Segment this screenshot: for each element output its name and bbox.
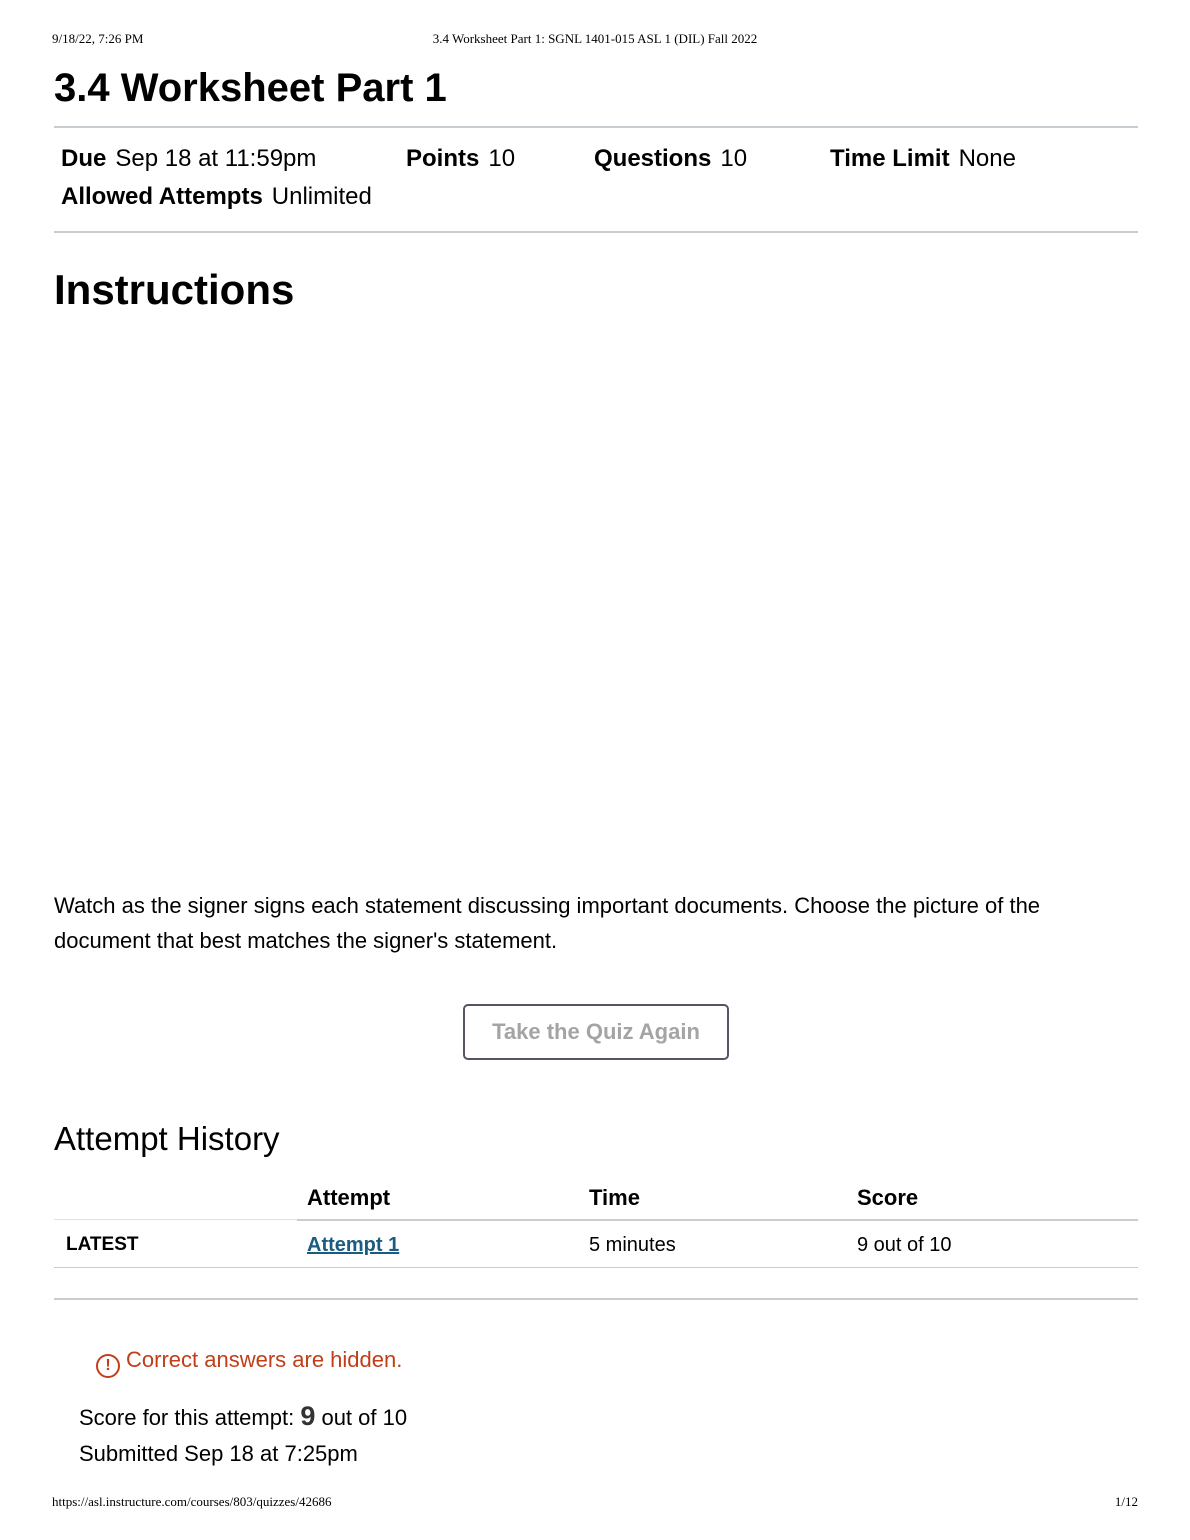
time-limit-value: None — [958, 145, 1016, 172]
questions-detail — [594, 144, 747, 174]
latest-tag: LATEST — [66, 1234, 139, 1255]
score-prefix: Score for this attempt: — [79, 1405, 301, 1430]
column-header-attempt: Attempt — [307, 1185, 391, 1210]
due-detail — [61, 144, 316, 174]
divider — [54, 126, 1138, 128]
allowed-attempts-label: Allowed Attempts — [61, 183, 263, 210]
attempt-time: 5 minutes — [589, 1234, 676, 1256]
points-detail — [406, 144, 515, 174]
due-label: Due — [61, 145, 107, 172]
allowed-attempts-detail — [61, 182, 372, 212]
notice-text: Correct answers are hidden. — [126, 1347, 403, 1372]
page-title: 3.4 Worksheet Part 1 — [54, 66, 447, 110]
print-doc-title: 3.4 Worksheet Part 1: SGNL 1401-015 ASL 1 (DIL) Fall 2022 — [432, 31, 758, 46]
column-header-time: Time — [589, 1185, 640, 1210]
attempt-1-link[interactable]: Attempt 1 — [307, 1234, 400, 1256]
correct-answers-hidden-notice — [96, 1346, 402, 1378]
take-quiz-again-button[interactable]: Take the Quiz Again — [463, 1004, 729, 1060]
print-url: https://asl.instructure.com/courses/803/quizzes/42686 — [52, 1494, 332, 1509]
instructions-text: Watch as the signer signs each statement discussing important documents. Choose the picture of the document that best matches the signer's statement. — [54, 893, 1041, 953]
questions-value: 10 — [720, 145, 748, 172]
time-limit-label: Time Limit — [830, 145, 950, 172]
print-datetime: 9/18/22, 7:26 PM — [52, 31, 144, 46]
attempt-link-cell — [307, 1232, 399, 1258]
column-header-score: Score — [857, 1185, 919, 1210]
score-suffix: out of 10 — [315, 1405, 408, 1430]
attempt-score-summary — [79, 1400, 407, 1434]
divider — [54, 231, 1138, 233]
table-header-divider — [297, 1219, 1138, 1221]
warning-circle-icon: ! — [96, 1354, 120, 1378]
table-row-divider — [54, 1267, 1138, 1268]
table-header-divider — [54, 1219, 297, 1220]
submitted-time: Submitted Sep 18 at 7:25pm — [79, 1441, 358, 1466]
attempt-history-heading: Attempt History — [54, 1120, 280, 1157]
due-value: Sep 18 at 11:59pm — [115, 145, 317, 172]
questions-label: Questions — [594, 145, 712, 172]
points-label: Points — [406, 145, 480, 172]
print-page-number: 1/12 — [1114, 1494, 1138, 1509]
points-value: 10 — [488, 145, 516, 172]
attempt-score: 9 out of 10 — [857, 1234, 952, 1256]
score-value: 9 — [300, 1401, 316, 1431]
divider — [54, 1298, 1138, 1300]
instructions-heading: Instructions — [54, 266, 295, 313]
time-limit-detail — [830, 144, 1016, 174]
allowed-attempts-value: Unlimited — [271, 183, 372, 210]
